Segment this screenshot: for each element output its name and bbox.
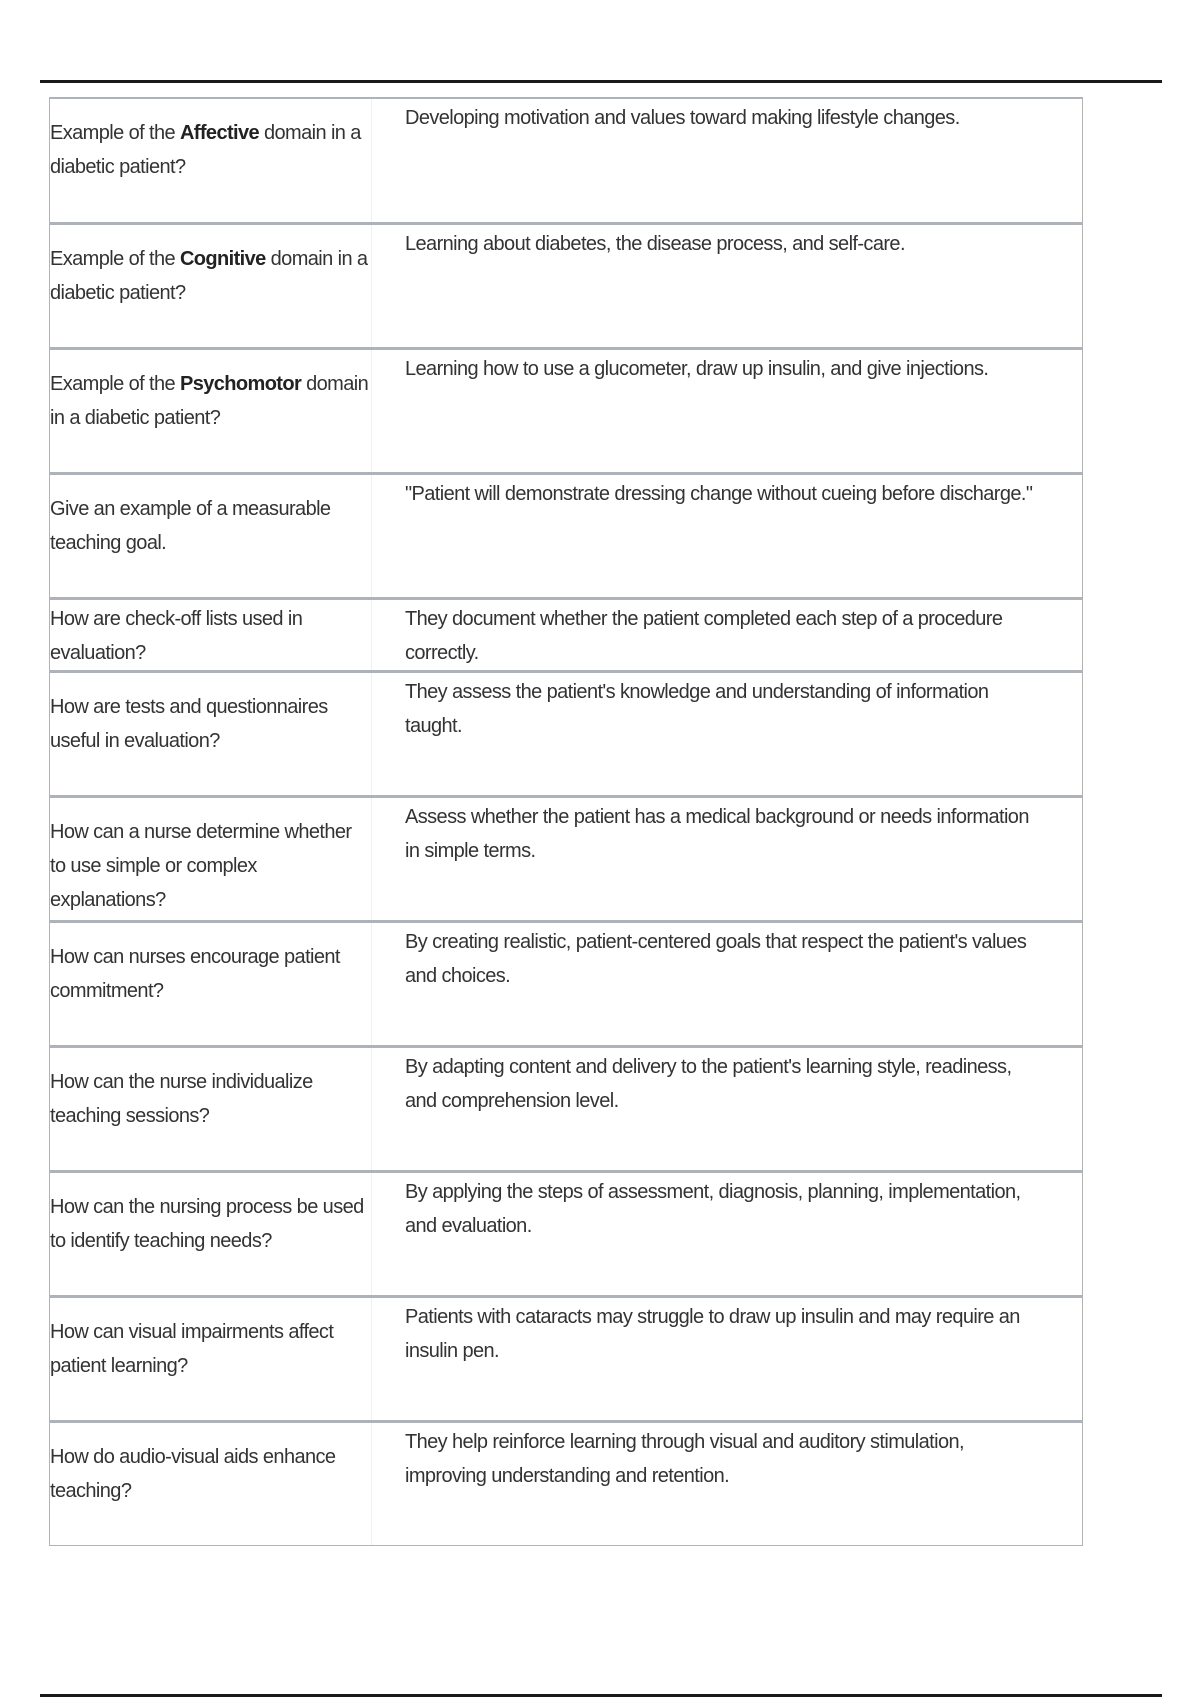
definition-cell: By applying the steps of assessment, diagnosis, planning, implementation, and evaluation.: [405, 1181, 1021, 1237]
flashcard-row: [50, 472, 1082, 597]
definition-cell: By creating realistic, patient-centered goals that respect the patient's values and choices.: [405, 931, 1027, 987]
term-cell: [50, 99, 372, 222]
term-cell: [50, 225, 372, 347]
flashcard-row: [50, 1295, 1082, 1420]
definition-cell: They help reinforce learning through visual and auditory stimulation, improving understanding and retention.: [405, 1431, 964, 1487]
flashcard-row: [50, 670, 1082, 795]
definition-cell: They document whether the patient completed each step of a procedure correctly.: [405, 608, 1003, 664]
term-text: Example of the: [50, 122, 180, 144]
term-cell: [50, 350, 372, 472]
flashcard-row: [50, 1420, 1082, 1545]
term-cell: Give an example of a measurable teaching goal.: [50, 475, 372, 597]
definition-cell: Patients with cataracts may struggle to draw up insulin and may require an insulin pen.: [405, 1306, 1020, 1362]
term-keyword: Cognitive: [179, 248, 266, 270]
term-cell: How do audio-visual aids enhance teaching?: [50, 1423, 372, 1545]
flashcard-table: [49, 97, 1083, 1546]
bottom-rule: [40, 1694, 1162, 1697]
flashcard-row: [50, 347, 1082, 472]
definition-cell: They assess the patient's knowledge and understanding of information taught.: [405, 681, 989, 737]
definition-cell: Assess whether the patient has a medical background or needs information in simple terms.: [405, 806, 1029, 862]
term-cell: How are check-off lists used in evaluation?: [50, 600, 372, 670]
flashcard-row: [50, 920, 1082, 1045]
term-cell: How can the nursing process be used to identify teaching needs?: [50, 1173, 372, 1295]
term-cell: How can nurses encourage patient commitment?: [50, 923, 372, 1045]
term-text: Example of the: [50, 248, 180, 270]
definition-cell: Developing motivation and values toward making lifestyle changes.: [405, 107, 960, 129]
term-cell: How can a nurse determine whether to use simple or complex explanations?: [50, 798, 372, 920]
term-text: Example of the: [50, 373, 180, 395]
flashcard-row: [50, 1170, 1082, 1295]
term-keyword: Affective: [179, 122, 260, 144]
flashcard-row: [50, 597, 1082, 670]
term-cell: How can the nurse individualize teaching sessions?: [50, 1048, 372, 1170]
definition-cell: By adapting content and delivery to the patient's learning style, readiness, and comprehension level.: [405, 1056, 1012, 1112]
flashcard-row: [50, 222, 1082, 347]
top-rule: [40, 80, 1162, 83]
definition-cell: Learning about diabetes, the disease process, and self-care.: [405, 233, 905, 255]
term-keyword: Psychomotor: [179, 373, 302, 395]
definition-cell: "Patient will demonstrate dressing change without cueing before discharge.": [405, 483, 1033, 505]
term-text: domain in a diabetic patient?: [50, 248, 368, 304]
term-cell: How are tests and questionnaires useful in evaluation?: [50, 673, 372, 795]
flashcard-row: [50, 99, 1082, 222]
term-cell: How can visual impairments affect patient learning?: [50, 1298, 372, 1420]
term-text: domain in a diabetic patient?: [50, 122, 361, 178]
flashcard-row: [50, 795, 1082, 920]
flashcard-row: [50, 1045, 1082, 1170]
definition-cell: Learning how to use a glucometer, draw up insulin, and give injections.: [405, 358, 989, 380]
term-text: domain in a diabetic patient?: [50, 373, 369, 429]
